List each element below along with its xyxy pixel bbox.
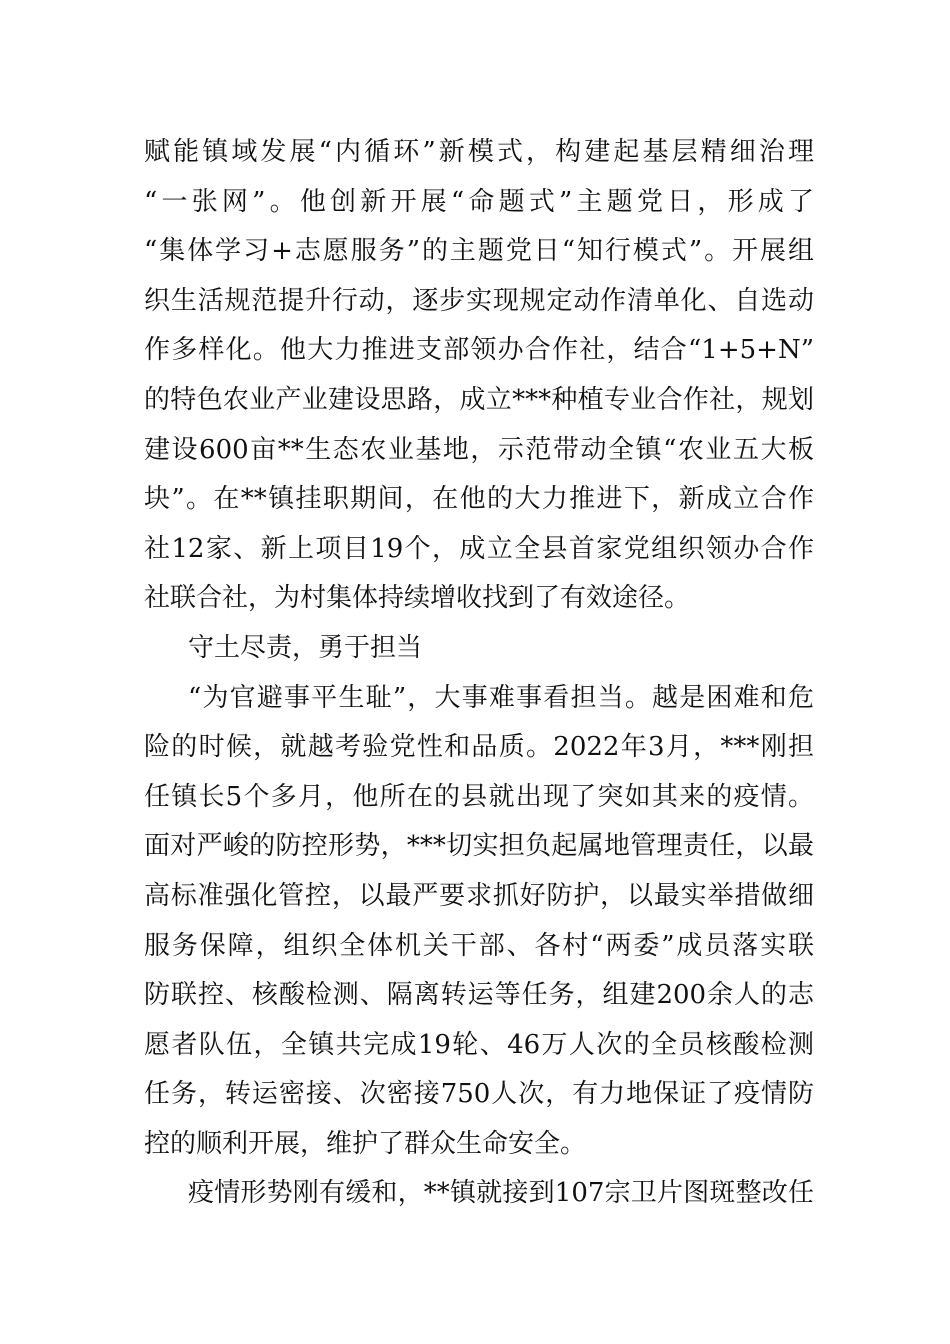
text-line: “一张网”。他创新开展“命题式”主题党日，形成了 <box>144 186 814 217</box>
section-heading: 守土尽责，勇于担当 <box>188 632 423 663</box>
text-line: 建设600亩**生态农业基地，示范带动全镇“农业五大板 <box>144 434 814 465</box>
paragraph-1 <box>144 128 814 624</box>
text-line: “集体学习+志愿服务”的主题党日“知行模式”。开展组 <box>144 236 814 267</box>
paragraph-2 <box>144 674 814 1170</box>
text-line: 险的时候，就越考验党性和品质。2022年3月，***刚担 <box>144 732 814 763</box>
text-line: “为官避事平生耻”，大事难事看担当。越是困难和危 <box>188 682 814 713</box>
text-line: 社联合社，为村集体持续增收找到了有效途径。 <box>144 583 691 614</box>
paragraph-3 <box>144 1169 814 1219</box>
text-line: 面对严峻的防控形势，***切实担负起属地管理责任，以最 <box>144 831 814 862</box>
text-line: 作多样化。他大力推进支部领办合作社，结合“1+5+N” <box>144 335 814 366</box>
text-line: 赋能镇域发展“内循环”新模式，构建起基层精细治理 <box>144 137 814 167</box>
text-line: 织生活规范提升行动，逐步实现规定动作清单化、自选动 <box>144 285 814 316</box>
text-line: 块”。在**镇挂职期间，在他的大力推进下，新成立合作 <box>144 484 814 515</box>
document-body <box>144 128 814 1219</box>
text-line: 疫情形势刚有缓和，**镇就接到107宗卫片图斑整改任 <box>188 1178 814 1209</box>
text-line: 愿者队伍，全镇共完成19轮、46万人次的全员核酸检测 <box>144 1029 814 1060</box>
text-line: 社12家、新上项目19个，成立全县首家党组织领办合作 <box>144 533 814 564</box>
text-line: 任镇长5个多月，他所在的县就出现了突如其来的疫情。 <box>144 781 814 812</box>
text-line: 任务，转运密接、次密接750人次，有力地保证了疫情防 <box>144 1079 814 1110</box>
text-line: 高标准强化管控，以最严要求抓好防护，以最实举措做细 <box>144 880 814 911</box>
text-line: 的特色农业产业建设思路，成立***种植专业合作社，规划 <box>144 384 814 415</box>
text-line: 防联控、核酸检测、隔离转运等任务，组建200余人的志 <box>144 980 814 1011</box>
text-line: 服务保障，组织全体机关干部、各村“两委”成员落实联 <box>144 930 814 961</box>
text-line: 控的顺利开展，维护了群众生命安全。 <box>144 1128 587 1159</box>
